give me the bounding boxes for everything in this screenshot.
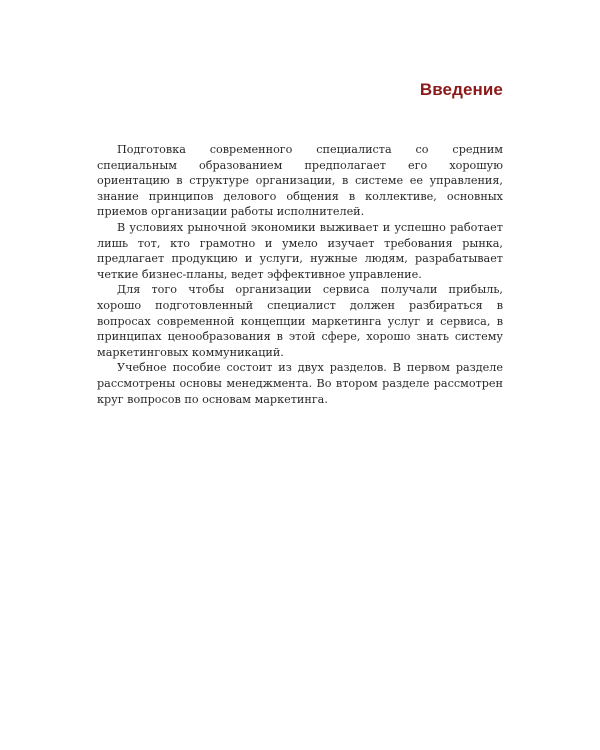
chapter-heading: Введение <box>419 80 503 99</box>
paragraph-3: Для того чтобы организации сервиса получали прибыль, хорошо подготовленный специалист должен разбираться в вопросах современной концепции маркетинга услуг и сервиса, в принципах ценообразования в этой сфере, хорошо знать систему маркетинговых коммуникаций. <box>97 283 503 359</box>
paragraph-4: Учебное пособие состоит из двух разделов. В первом разделе рассмотрены основы менеджмента. Во втором разделе рассмотрен круг вопросов по основам маркетинга. <box>97 361 503 406</box>
introduction-body <box>97 142 503 407</box>
paragraph-2: В условиях рыночной экономики выживает и успешно работает лишь тот, кто грамотно и умело изучает требования рынка, предлагает продукцию и услуги, нужные людям, разрабатывает четкие бизнес-планы, ведет эффективное управление. <box>97 220 503 281</box>
paragraph-1: Подготовка современного специалиста со средним специальным образованием предполагает его хорошую ориентацию в структуре организации, в системе ее управления, знание принципов делового общения в коллективе, основных приемов организации работы исполнителей. <box>97 143 503 219</box>
